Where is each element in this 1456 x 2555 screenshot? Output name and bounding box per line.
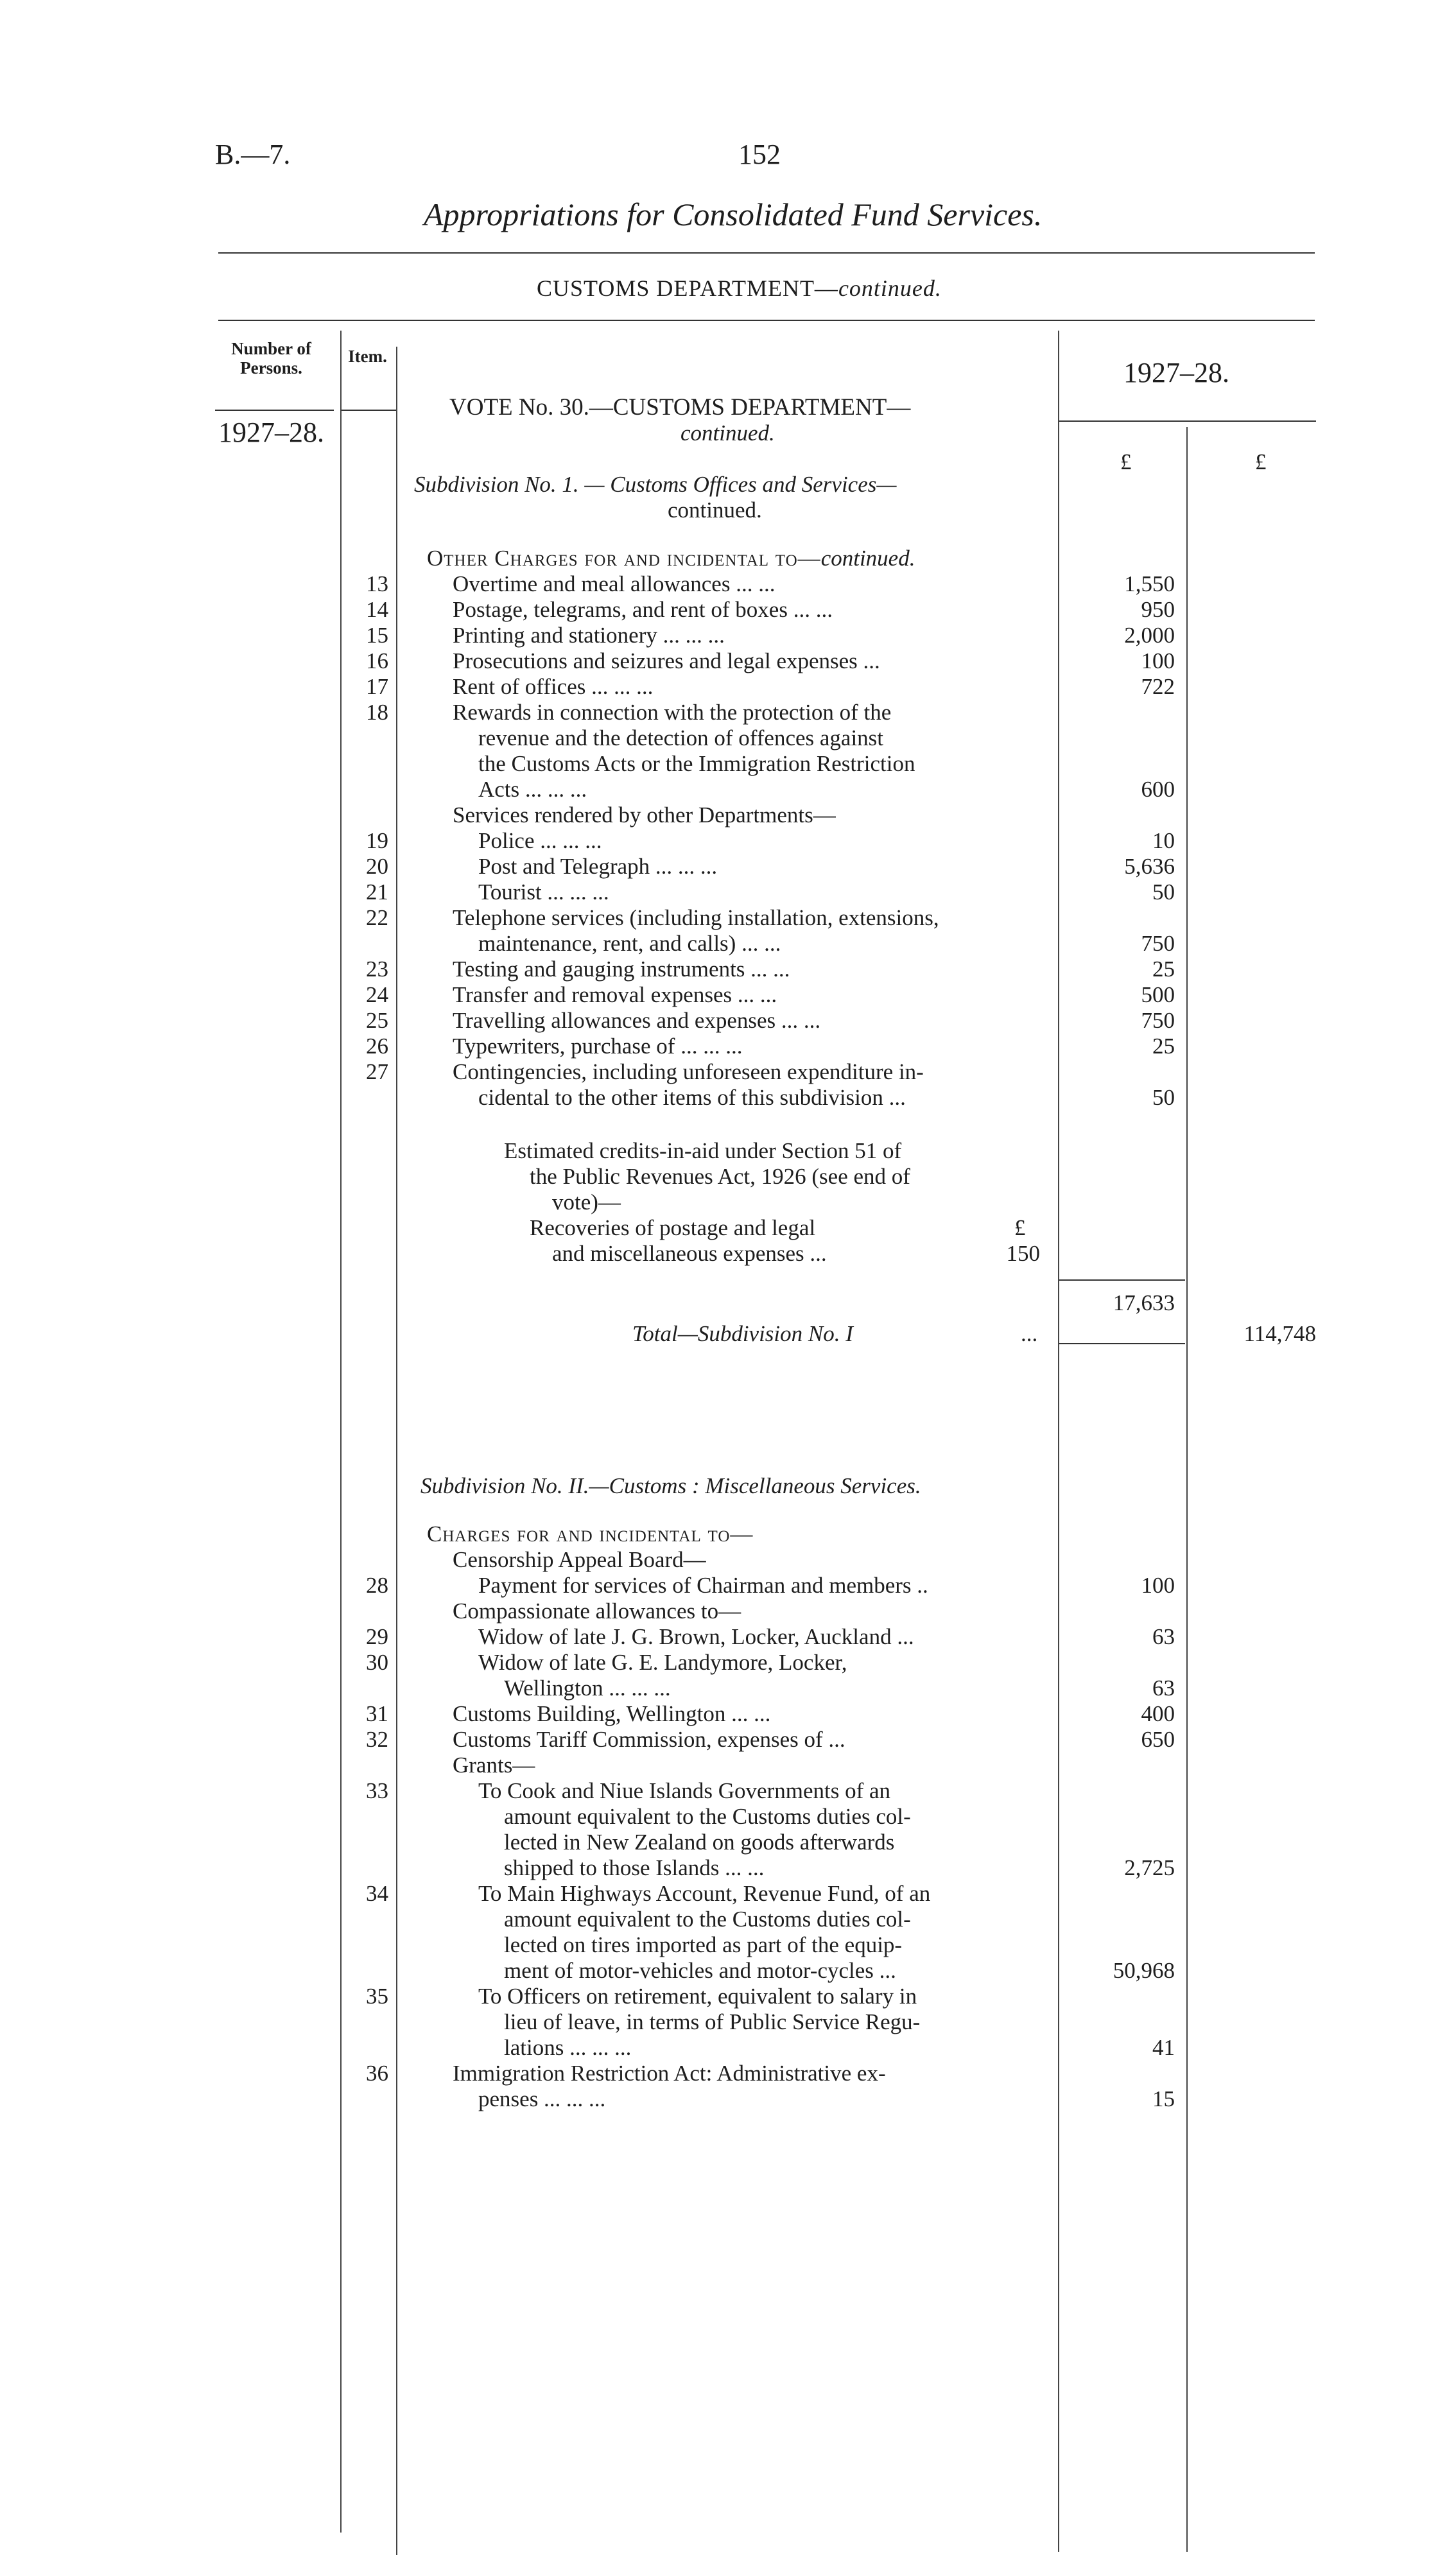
vote-title: VOTE No. 30.—CUSTOMS DEPARTMENT— [449,394,911,420]
item-amount: 5,636 [1124,854,1175,879]
item-header: Item. [348,347,387,366]
charges-heading: Charges for and incidental to— [427,1521,754,1546]
item-number: 17 [366,674,388,699]
item-description-line: To Main Highways Account, Revenue Fund, of an [478,1881,931,1906]
total1-grand: 114,748 [1244,1321,1316,1346]
grants-heading: Grants— [453,1753,535,1778]
item-description-line: Acts ... ... ... [478,777,587,802]
persons-header-rule [215,410,334,411]
item-number: 27 [366,1059,388,1084]
item-description-line: Post and Telegraph ... ... ... [478,854,718,879]
item-number: 36 [366,2061,388,2086]
item-description-line: ment of motor-vehicles and motor-cycles ... [504,1958,896,1983]
item-description-line: lations ... ... ... [504,2035,632,2060]
item-amount: 100 [1141,648,1175,673]
item-amount: 2,000 [1124,623,1175,648]
item-amount: 63 [1152,1676,1175,1701]
item-number: 15 [366,623,388,648]
section-heading: CUSTOMS DEPARTMENT—continued. [537,275,942,301]
total1-dots: ... [1021,1321,1038,1346]
item-number: 28 [366,1573,388,1598]
item-amount: 722 [1141,674,1175,699]
item-description-line: lieu of leave, in terms of Public Service Regu- [504,2009,921,2034]
item-description-line: Payment for services of Chairman and members .. [478,1573,928,1598]
item-description-line: the Customs Acts or the Immigration Restriction [478,751,915,776]
item-number: 16 [366,648,388,673]
number-of-persons-header: Number of Persons. [231,339,311,377]
item-description-line: Tourist ... ... ... [478,879,609,905]
item-number: 32 [366,1727,388,1752]
item-amount: 650 [1141,1727,1175,1752]
item-description-line: Rent of offices ... ... ... [453,674,654,699]
divider-item-description [396,347,397,2555]
table-top-rule [218,320,1315,321]
item-description-line: Customs Tariff Commission, expenses of ... [453,1727,845,1752]
credits-pound: £ [1014,1215,1026,1240]
subdivision1-heading-cont: continued. [668,498,762,523]
item-number: 23 [366,957,388,982]
item-number: 24 [366,982,388,1007]
item-description-line: Wellington ... ... ... [504,1676,671,1701]
divider-persons-item [340,331,342,2533]
item-description-line: Testing and gauging instruments ... ... [453,957,790,982]
year-header-rule [1059,420,1316,422]
credits-line5: and miscellaneous expenses ... [552,1241,827,1266]
item-description-line: amount equivalent to the Customs duties col- [504,1804,911,1829]
item-description-line: lected on tires imported as part of the equip- [504,1932,903,1957]
item-amount: 50 [1152,879,1175,905]
item-description-line: Widow of late J. G. Brown, Locker, Auckland ... [478,1624,914,1649]
item-description-line: Travelling allowances and expenses ... ... [453,1008,821,1033]
item-description-line: Police ... ... ... [478,828,602,853]
item-amount: 600 [1141,777,1175,802]
item-amount: 2,725 [1124,1855,1175,1880]
item-amount: 15 [1152,2086,1175,2111]
credits-line4: Recoveries of postage and legal [530,1215,816,1240]
subdivision2-heading: Subdivision No. II.—Customs : Miscellaneous Services. [420,1473,921,1498]
item-number: 31 [366,1701,388,1726]
item-amount: 750 [1141,1008,1175,1033]
item-amount: 500 [1141,982,1175,1007]
item-number: 33 [366,1778,388,1803]
item-description-line: revenue and the detection of offences against [478,725,884,750]
item-description-line: To Cook and Niue Islands Governments of an [478,1778,891,1803]
item-description-line: Customs Building, Wellington ... ... [453,1701,771,1726]
censorship-heading: Censorship Appeal Board— [453,1547,706,1572]
item-number: 34 [366,1881,388,1906]
item-description-line: To Officers on retirement, equivalent to salary in [478,1984,917,2009]
item-description-line: Typewriters, purchase of ... ... ... [453,1034,743,1059]
total1-label: Total—Subdivision No. I [632,1321,853,1346]
item-description-line: Widow of late G. E. Landymore, Locker, [478,1650,847,1675]
document-code: B.—7. [215,139,291,170]
total1-bottom-rule [1059,1343,1185,1344]
item-amount: 25 [1152,1034,1175,1059]
item-description-line: cidental to the other items of this subdivision ... [478,1085,906,1110]
item-number: 19 [366,828,388,853]
item-description-line: Prosecutions and seizures and legal expenses ... [453,648,880,673]
item-number: 22 [366,905,388,930]
item-amount: 25 [1152,957,1175,982]
divider-amount-total [1186,427,1188,2552]
item-description-line: Overtime and meal allowances ... ... [453,571,776,596]
item-number: 18 [366,700,388,725]
item-description-line: Services rendered by other Departments— [453,802,836,827]
credits-line1: Estimated credits-in-aid under Section 51 of [504,1138,902,1163]
item-description-line: Printing and stationery ... ... ... [453,623,725,648]
subdivision1-heading: Subdivision No. 1. — Customs Offices and Services— [414,472,897,497]
item-description-line: maintenance, rent, and calls) ... ... [478,931,781,956]
credits-line2: the Public Revenues Act, 1926 (see end of [530,1164,910,1189]
item-amount: 400 [1141,1701,1175,1726]
item-number: 21 [366,879,388,905]
item-number: 25 [366,1008,388,1033]
other-charges-heading: Other Charges for and incidental to—continued. [427,546,915,571]
item-header-rule [342,410,396,411]
item-number: 26 [366,1034,388,1059]
pound-sign-col2: £ [1255,449,1267,474]
year-header-left: 1927–28. [218,417,324,448]
credits-line3: vote)— [552,1190,621,1215]
item-description-line: amount equivalent to the Customs duties col- [504,1907,911,1932]
page-title: Appropriations for Consolidated Fund Services. [424,196,1043,232]
item-number: 29 [366,1624,388,1649]
total1-sum: 17,633 [1113,1290,1175,1315]
pound-sign-col1: £ [1120,449,1132,474]
item-number: 20 [366,854,388,879]
item-amount: 50,968 [1113,1958,1175,1983]
item-description-line: shipped to those Islands ... ... [504,1855,765,1880]
item-number: 13 [366,571,388,596]
item-amount: 100 [1141,1573,1175,1598]
item-description-line: Immigration Restriction Act: Administrative ex- [453,2061,886,2086]
item-description-line: Transfer and removal expenses ... ... [453,982,777,1007]
item-amount: 750 [1141,931,1175,956]
item-number: 35 [366,1984,388,2009]
item-description-line: Contingencies, including unforeseen expenditure in- [453,1059,924,1084]
item-amount: 41 [1152,2035,1175,2060]
item-description-line: Telephone services (including installation, extensions, [453,905,939,930]
item-amount: 63 [1152,1624,1175,1649]
vote-title-cont: continued. [680,420,775,446]
credits-amount: 150 [1006,1241,1040,1266]
item-description-line: Postage, telegrams, and rent of boxes ... ... [453,597,833,622]
header-rule [218,252,1315,254]
item-description-line: lected in New Zealand on goods afterwards [504,1830,895,1855]
item-description-line: penses ... ... ... [478,2086,606,2111]
year-header-right: 1927–28. [1123,357,1229,388]
item-amount: 1,550 [1124,571,1175,596]
item-number: 30 [366,1650,388,1675]
page-number: 152 [738,139,781,170]
total1-top-rule [1059,1279,1185,1281]
item-amount: 950 [1141,597,1175,622]
item-description-line: Rewards in connection with the protection of the [453,700,892,725]
item-number: 14 [366,597,388,622]
item-amount: 50 [1152,1085,1175,1110]
item-amount: 10 [1152,828,1175,853]
compassionate-heading: Compassionate allowances to— [453,1598,741,1624]
